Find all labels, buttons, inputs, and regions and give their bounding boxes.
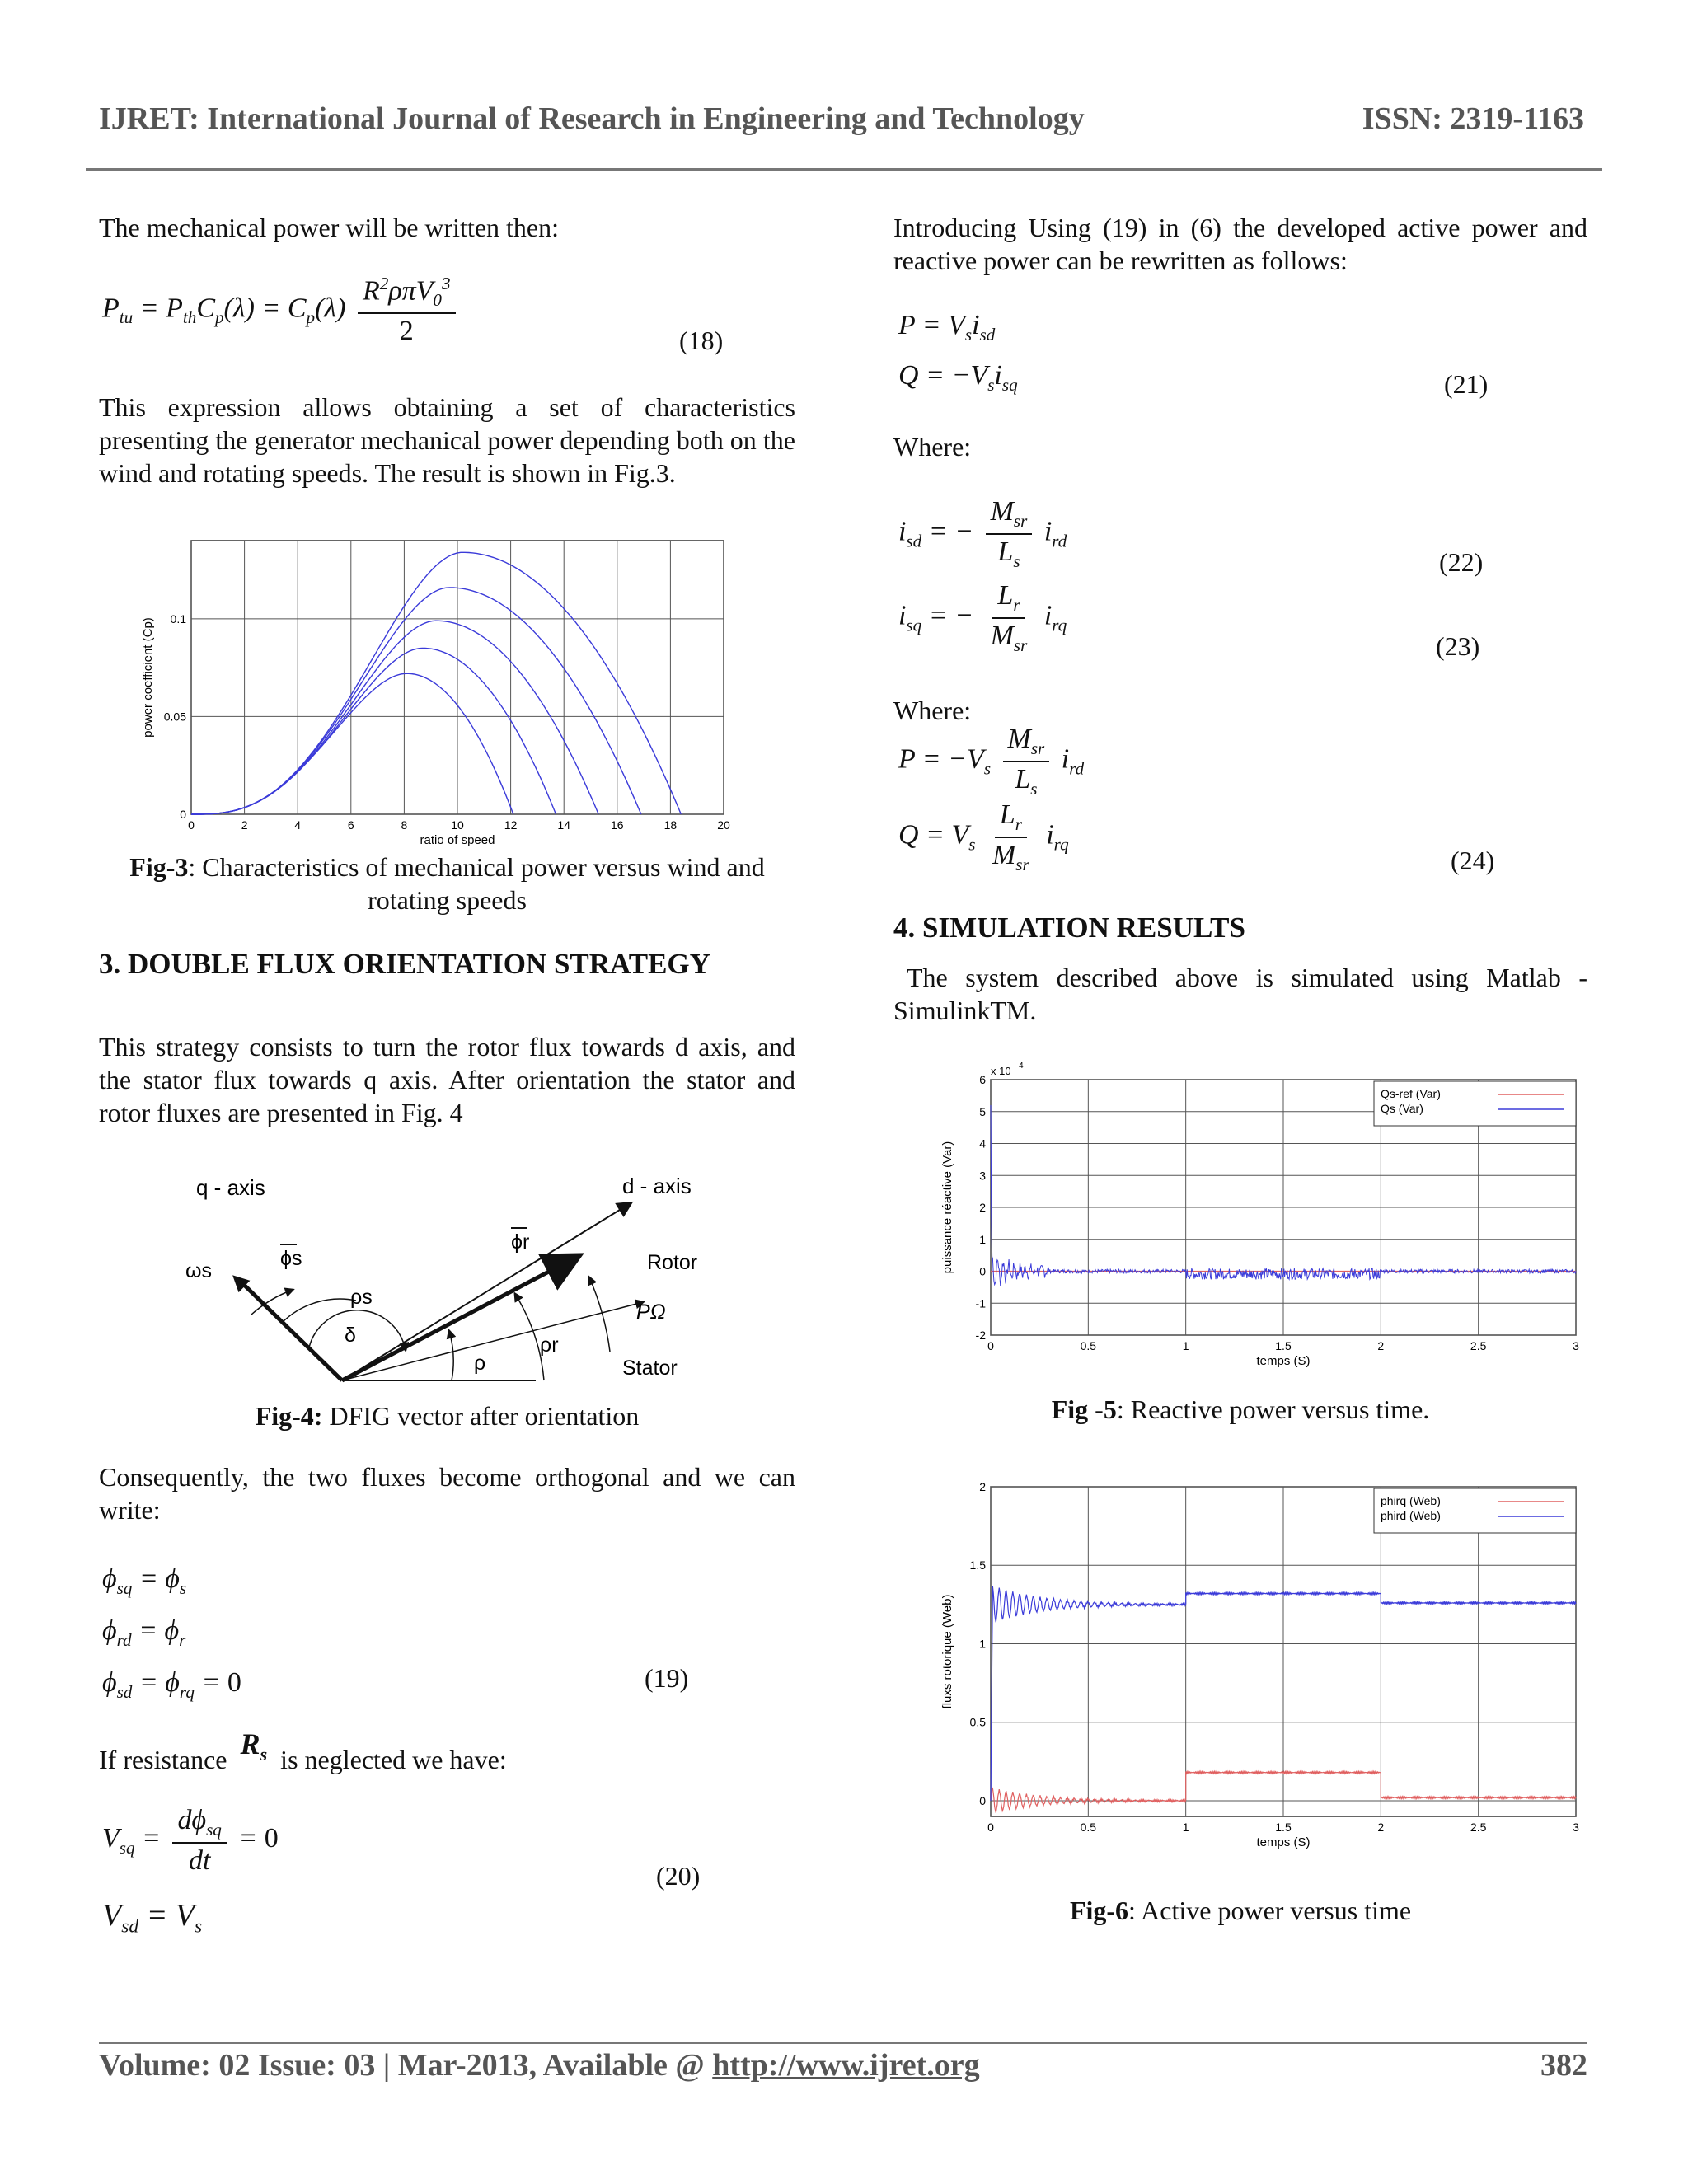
y-axis-label: puissance réactive (Var) (940, 1141, 954, 1274)
axis-multiplier-exponent: 4 (1019, 1062, 1024, 1071)
phi-s-vector (241, 1282, 342, 1380)
right-intro: Introducing Using (19) in (6) the developed active power and reactive power can be rewritten as follows: (893, 213, 1587, 275)
y-tick-label: 6 (979, 1073, 986, 1086)
eq19-number: (19) (645, 1663, 689, 1693)
x-tick-label: 20 (717, 818, 730, 832)
x-tick-label: 0 (987, 1339, 994, 1352)
p-omega-label: PΩ (636, 1301, 666, 1324)
legend-entry: phird (Web) (1381, 1509, 1441, 1522)
rs-symbol: $R_s$ (240, 1727, 268, 1765)
y-axis-label: power coefficient (Cp) (141, 617, 155, 738)
y-tick-label: 1 (979, 1232, 986, 1246)
y-tick-label: 4 (979, 1137, 986, 1151)
x-axis-label: temps (S) (1256, 1835, 1311, 1849)
equation-18: $P_{tu} = P_{th}C_p(\lambda) = C_p(\lambda)$ $\frac{R^2\rho\pi V_0^3}{2}$ (102, 274, 461, 347)
y-tick-label: -1 (975, 1296, 986, 1310)
resistance-line (99, 1727, 507, 1786)
x-tick-label: 8 (401, 818, 408, 832)
d-axis-label: d - axis (622, 1174, 692, 1198)
fig3-caption-text: : Characteristics of mechanical power versus wind and rotating speeds (188, 852, 765, 915)
omega-s-label: ωs (185, 1259, 213, 1282)
y-tick-label: 0 (979, 1793, 986, 1807)
fig3-chart (115, 527, 758, 849)
equation-23: $i_{sq}$ = − $\frac{L_r}{M_{sr}}$ $i_{rq}$ (898, 580, 1067, 655)
rho-label: ρ (474, 1352, 486, 1375)
x-tick-label: 2 (1377, 1339, 1385, 1352)
x-tick-label: 0 (987, 1821, 994, 1834)
equation-21: $P = V_si_{sd}$ $Q = -V_si_{sq}$ (898, 310, 1018, 395)
resistance-pre: If resistance (99, 1745, 227, 1774)
equation-24b: $Q = V_s$ $\frac{L_r}{M_{sr}}$ $i_{rq}$ (898, 799, 1069, 874)
x-tick-label: 2 (241, 818, 248, 832)
x-tick-label: 2.5 (1470, 1821, 1487, 1834)
eq22-number: (22) (1439, 547, 1484, 577)
x-tick-label: 0.5 (1080, 1339, 1097, 1352)
fig4-diagram (165, 1146, 742, 1401)
fig6-caption-text: : Active power versus time (1128, 1896, 1412, 1925)
x-tick-label: 0 (188, 818, 195, 832)
left-intro: The mechanical power will be written then: (99, 213, 560, 242)
fig3-label: Fig-3 (129, 852, 189, 882)
equation-24a: $P = -V_s$ $\frac{M_{sr}}{L_s}$ $i_{rd}$ (898, 724, 1085, 799)
x-tick-label: 6 (347, 818, 354, 832)
x-tick-label: 1 (1182, 1821, 1189, 1834)
y-tick-label: -2 (975, 1329, 986, 1342)
x-tick-label: 4 (294, 818, 302, 832)
where-1: Where: (893, 432, 972, 462)
delta-label: δ (345, 1324, 356, 1347)
fig4-caption (99, 1399, 795, 1432)
axis-multiplier: x 10 (991, 1065, 1011, 1077)
x-axis-label: ratio of speed (420, 833, 495, 847)
fig4-label: Fig-4: (255, 1401, 323, 1431)
page-number: 382 (1540, 2048, 1587, 2083)
fig5-chart (940, 1055, 1591, 1368)
equation-19: $\phi_{sq} = \phi_s$ $\phi_{rd} = \phi_r$ $\phi_{sd} = \phi_{rq} = 0$ (102, 1563, 241, 1702)
fig6-chart (940, 1475, 1591, 1863)
footer-volume (99, 2047, 980, 2083)
equation-22: $i_{sd}$ = − $\frac{M_{sr}}{L_s}$ $i_{rd}$ (898, 496, 1067, 571)
phi-s-label: ϕs (280, 1247, 302, 1270)
y-tick-label: 0.05 (163, 710, 186, 724)
x-tick-label: 2 (1377, 1821, 1385, 1834)
p-omega-arc (589, 1277, 610, 1352)
equation-20a: $V_{sq}$ = $\frac{d\phi_{sq}}{dt}$ = 0 (102, 1805, 279, 1876)
x-tick-label: 1.5 (1275, 1821, 1292, 1834)
eq21-number: (21) (1444, 369, 1489, 399)
x-tick-label: 12 (504, 818, 518, 832)
rho-arc (449, 1331, 453, 1380)
rho-r-label: ρr (540, 1333, 559, 1357)
fig3-caption (99, 851, 795, 916)
legend-entry: Qs-ref (Var) (1381, 1087, 1441, 1100)
x-tick-label: 14 (557, 818, 570, 832)
header-rule (86, 168, 1602, 171)
x-tick-label: 2.5 (1470, 1339, 1487, 1352)
y-axis-label: fluxs rotorique (Web) (940, 1594, 954, 1709)
journal-title: IJRET: International Journal of Research in Engineering and Technology (99, 101, 1085, 136)
y-tick-label: 0.5 (969, 1715, 986, 1729)
x-tick-label: 16 (611, 818, 624, 832)
y-tick-label: 0 (979, 1264, 986, 1278)
footer-volume-text: Volume: 02 Issue: 03 | Mar-2013, Available @ (99, 2048, 713, 2083)
resistance-post: is neglected we have: (280, 1745, 507, 1774)
x-tick-label: 10 (451, 818, 464, 832)
y-tick-label: 2 (979, 1201, 986, 1214)
x-tick-label: 0.5 (1080, 1821, 1097, 1834)
x-tick-label: 1.5 (1275, 1339, 1292, 1352)
section-4-para: The system described above is simulated using Matlab - SimulinkTM. (893, 963, 1587, 1025)
footer-rule (99, 2042, 1587, 2044)
section-3-para: This strategy consists to turn the rotor flux towards d axis, and the stator flux towards q axis. After orientation the stator and rotor fluxes are presented in Fig. 4 (99, 1032, 795, 1127)
footer-link[interactable]: http://www.ijret.org (712, 2048, 980, 2083)
fig4-caption-text: DFIG vector after orientation (322, 1401, 640, 1431)
y-tick-label: 1 (979, 1637, 986, 1651)
rotor-line (342, 1302, 643, 1380)
equation-20b: $V_{sd} = V_s$ (102, 1898, 203, 1938)
stator-label: Stator (622, 1357, 678, 1380)
delta-arc (309, 1310, 406, 1350)
eq20-number: (20) (656, 1861, 701, 1891)
x-tick-label: 3 (1573, 1339, 1579, 1352)
legend-entry: Qs (Var) (1381, 1102, 1423, 1115)
fig5-caption (893, 1393, 1587, 1426)
legend-entry: phirq (Web) (1381, 1494, 1441, 1507)
fig6-caption (893, 1894, 1587, 1927)
left-para-after-18: This expression allows obtaining a set of characteristics presenting the generator mechanical power depending both on the wind and rotating speeds. The result is shown in Fig.3. (99, 392, 795, 488)
rho-s-label: ρs (350, 1286, 373, 1309)
y-tick-label: 1.5 (969, 1558, 986, 1572)
x-tick-label: 18 (663, 818, 678, 832)
eq23-number: (23) (1436, 631, 1480, 661)
y-tick-label: 0.1 (170, 612, 186, 626)
eq18-number: (18) (679, 326, 724, 355)
section-3-heading: 3. DOUBLE FLUX ORIENTATION STRATEGY (99, 948, 710, 980)
y-tick-label: 0 (180, 808, 186, 821)
eq24-number: (24) (1451, 846, 1495, 875)
phi-r-label: ϕr (511, 1230, 530, 1254)
consequently-para: Consequently, the two fluxes become orthogonal and we can write: (99, 1462, 795, 1525)
issn: ISSN: 2319-1163 (1362, 101, 1584, 136)
where-2: Where: (893, 696, 972, 725)
y-tick-label: 3 (979, 1169, 986, 1183)
rho-s-arc (282, 1299, 356, 1323)
section-4-heading: 4. SIMULATION RESULTS (893, 912, 1245, 944)
q-axis-label: q - axis (196, 1175, 265, 1200)
x-axis-label: temps (S) (1256, 1354, 1311, 1368)
x-tick-label: 3 (1573, 1821, 1579, 1834)
x-tick-label: 1 (1182, 1339, 1189, 1352)
y-tick-label: 5 (979, 1104, 986, 1118)
fig5-caption-text: : Reactive power versus time. (1116, 1394, 1430, 1424)
fig5-label: Fig -5 (1051, 1394, 1117, 1424)
rotor-label: Rotor (647, 1251, 698, 1274)
fig6-label: Fig-6 (1069, 1896, 1129, 1925)
y-tick-label: 2 (979, 1480, 986, 1493)
d-axis-line (342, 1203, 631, 1380)
